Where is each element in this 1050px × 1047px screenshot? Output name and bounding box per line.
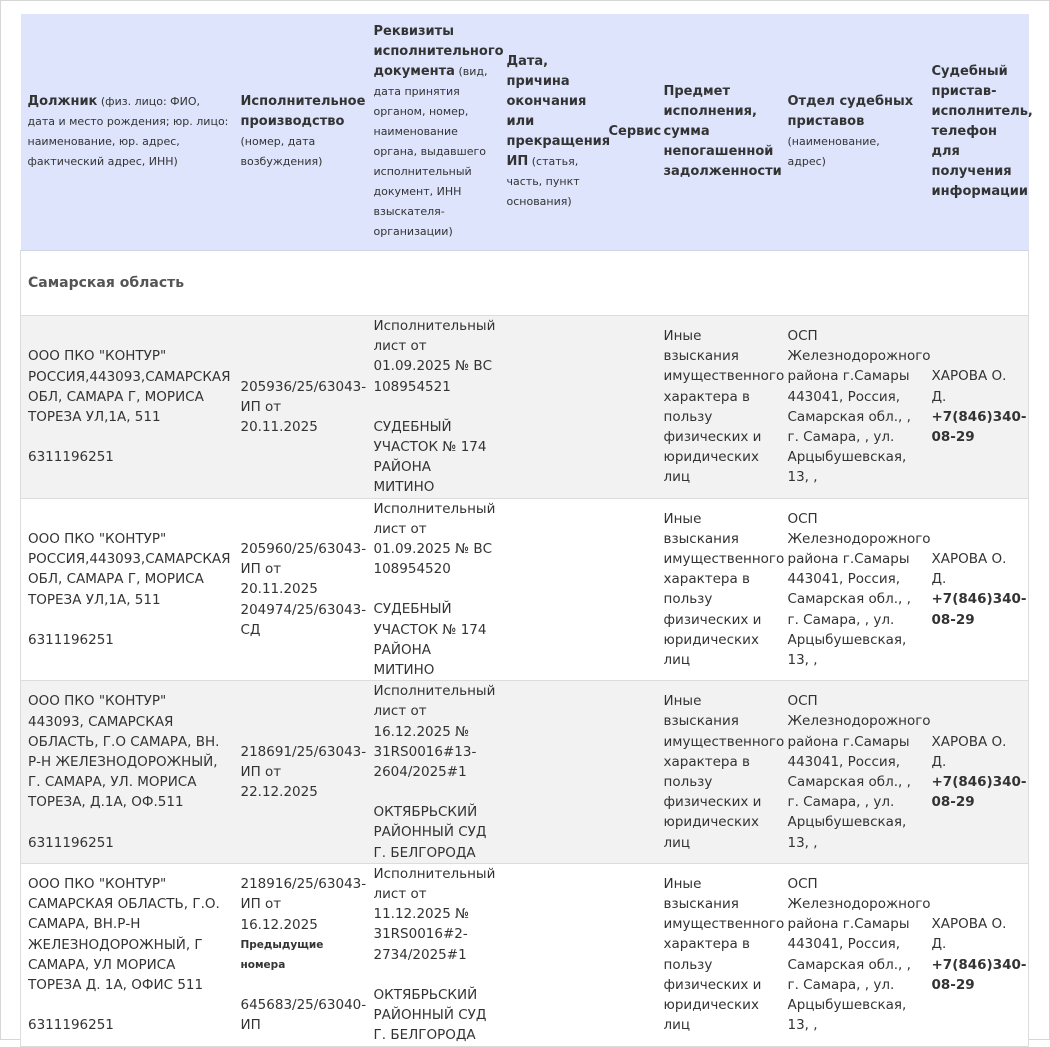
debtor-cell (21, 863, 234, 1046)
bailiff-name: ХАРОВА О. Д. (931, 368, 1007, 405)
department-cell: ОСП Железнодорожного района г.Самары 443041, Россия, Самарская обл., , г. Самара, , ул. Арцыбушевская, 13, , (781, 498, 925, 681)
debtor-cell (21, 316, 234, 499)
col-header-document: Реквизиты исполнительного документа (вид, дата принятия органом, номер, наименование органа, выдавшего исполнительный документ, ИНН взыскателя-организации) (367, 14, 500, 251)
proceeding-number: 218691/25/63043-ИП от 22.12.2025 (240, 743, 367, 801)
document-cell (367, 316, 500, 499)
department-cell: ОСП Железнодорожного района г.Самары 443041, Россия, Самарская обл., , г. Самара, , ул. Арцыбушевская, 13, , (781, 863, 925, 1046)
subject-cell: Иные взыскания имущественного характера в пользу физических и юридических лиц (657, 863, 781, 1046)
department-cell: ОСП Железнодорожного района г.Самары 443041, Россия, Самарская обл., , г. Самара, , ул. Арцыбушевская, 13, , (781, 681, 925, 864)
end-date-cell (500, 681, 602, 864)
proceeding-cell (234, 863, 367, 1046)
debts-table (20, 14, 1033, 1047)
service-cell (602, 498, 657, 681)
bailiff-name: ХАРОВА О. Д. (931, 551, 1007, 588)
bailiff-name: ХАРОВА О. Д. (931, 733, 1007, 770)
document-details: Исполнительный лист от 01.09.2025 № ВС 108954521 (373, 318, 496, 395)
region-row (21, 251, 1029, 316)
debtor-inn: 6311196251 (28, 1017, 114, 1034)
debtor-inn: 6311196251 (28, 449, 114, 466)
debtor-address: САМАРСКАЯ ОБЛАСТЬ, Г.О. САМАРА, ВН.Р-Н ЖЕЛЕЗНОДОРОЖНЫЙ, Г САМАРА, УЛ МОРИСА ТОРЕЗА Д. 1А, ОФИС 511 (28, 896, 220, 993)
end-date-cell (500, 316, 602, 499)
table-header-row (21, 14, 1029, 251)
end-date-cell (500, 498, 602, 681)
proceeding-cell (234, 498, 367, 681)
debtor-address: РОССИЯ,443093,САМАРСКАЯ ОБЛ, САМАРА Г, МОРИСА ТОРЕЗА УЛ,1А, 511 (28, 368, 231, 425)
proceeding-number: 205960/25/63043-ИП от 20.11.2025 (240, 540, 367, 598)
bailiff-phone[interactable]: +7(846)340-08-29 (931, 408, 1027, 446)
debtor-inn: 6311196251 (28, 631, 114, 648)
service-cell (602, 863, 657, 1046)
table-row (21, 681, 1029, 864)
proceeding-cell (234, 316, 367, 499)
document-details: Исполнительный лист от 01.09.2025 № ВС 108954520 (373, 500, 496, 578)
col-header-bailiff: Судебный пристав-исполнитель, телефон для получения информации (925, 14, 1029, 251)
subject-cell: Иные взыскания имущественного характера в пользу физических и юридических лиц (657, 316, 781, 499)
debtor-name: ООО ПКО "КОНТУР" (28, 348, 167, 365)
col-header-debtor: Должник (физ. лицо: ФИО, дата и место рождения; юр. лицо: наименование, юр. адрес, фактический адрес, ИНН) (21, 14, 234, 251)
subject-cell: Иные взыскания имущественного характера в пользу физических и юридических лиц (657, 681, 781, 864)
proceeding-number: 218916/25/63043-ИП от 16.12.2025 (240, 876, 367, 933)
bailiff-phone[interactable]: +7(846)340-08-29 (931, 956, 1027, 993)
debtor-cell (21, 681, 234, 864)
document-cell (367, 863, 500, 1046)
col-header-subject: Предмет исполнения, сумма непогашенной задолженности (657, 14, 781, 251)
issuing-court: СУДЕБНЫЙ УЧАСТОК № 174 РАЙОНА МИТИНО (373, 601, 487, 679)
previous-numbers-label: Предыдущие номера (240, 938, 324, 971)
bailiff-cell (925, 681, 1029, 864)
region-name: Самарская область (21, 251, 1029, 316)
col-header-department: Отдел судебных приставов (наименование, адрес) (781, 14, 925, 251)
debtor-address: 443093, САМАРСКАЯ ОБЛАСТЬ, Г.О САМАРА, ВН. Р-Н ЖЕЛЕЗНОДОРОЖНЫЙ, Г. САМАРА, УЛ. МОРИСА ТОРЕЗА, Д.1А, ОФ.511 (28, 713, 220, 811)
table-row (21, 863, 1029, 1046)
debtor-inn: 6311196251 (28, 834, 114, 851)
issuing-court: СУДЕБНЫЙ УЧАСТОК № 174 РАЙОНА МИТИНО (373, 418, 487, 496)
table-row (21, 316, 1029, 499)
bailiff-cell (925, 863, 1029, 1046)
document-cell (367, 681, 500, 864)
col-header-service: Сервис (602, 14, 657, 251)
service-cell (602, 681, 657, 864)
debtor-name: ООО ПКО "КОНТУР" (28, 530, 167, 547)
col-header-end-date: Дата, причина окончания или прекращения ИП (статья, часть, пункт основания) (500, 14, 602, 251)
document-cell (367, 498, 500, 681)
bailiff-phone[interactable]: +7(846)340-08-29 (931, 774, 1027, 811)
debtor-name: ООО ПКО "КОНТУР" (28, 875, 167, 892)
col-header-proceeding: Исполнительное производство (номер, дата возбуждения) (234, 14, 367, 251)
subject-cell: Иные взыскания имущественного характера в пользу физических и юридических лиц (657, 498, 781, 681)
proceeding-cell (234, 681, 367, 864)
issuing-court: ОКТЯБРЬСКИЙ РАЙОННЫЙ СУД Г. БЕЛГОРОДА (373, 804, 487, 861)
bailiff-cell (925, 316, 1029, 499)
previous-number: 645683/25/63040-ИП (240, 996, 367, 1033)
issuing-court: ОКТЯБРЬСКИЙ РАЙОННЫЙ СУД Г. БЕЛГОРОДА (373, 986, 487, 1044)
debtor-address: РОССИЯ,443093,САМАРСКАЯ ОБЛ, САМАРА Г, МОРИСА ТОРЕЗА УЛ,1А, 511 (28, 551, 231, 608)
debtor-name: ООО ПКО "КОНТУР" (28, 693, 167, 710)
end-date-cell (500, 863, 602, 1046)
proceeding-number: 205936/25/63043-ИП от 20.11.2025 (240, 378, 367, 435)
proceeding-consolidated: 204974/25/63043-СД (240, 601, 367, 638)
table-row (21, 498, 1029, 681)
service-cell (602, 316, 657, 499)
debtor-cell (21, 498, 234, 681)
bailiff-name: ХАРОВА О. Д. (931, 916, 1007, 953)
bailiff-phone[interactable]: +7(846)340-08-29 (931, 591, 1027, 628)
department-cell: ОСП Железнодорожного района г.Самары 443041, Россия, Самарская обл., , г. Самара, , ул. Арцыбушевская, 13, , (781, 316, 925, 499)
document-details: Исполнительный лист от 16.12.2025 № 31RS0016#13-2604/2025#1 (373, 683, 496, 781)
bailiff-cell (925, 498, 1029, 681)
document-details: Исполнительный лист от 11.12.2025 № 31RS0016#2-2734/2025#1 (373, 865, 496, 963)
